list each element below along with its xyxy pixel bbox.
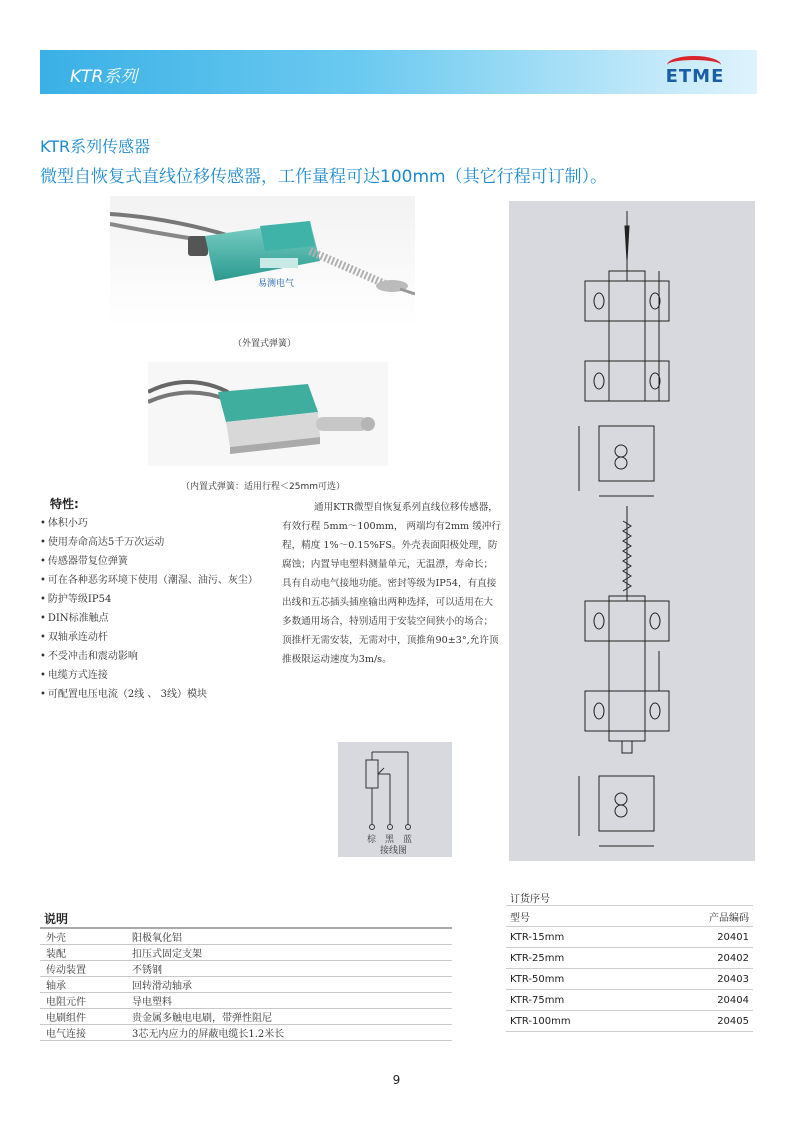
order-model: KTR-75mm — [506, 990, 651, 1011]
spec-key: 电气连接 — [40, 1025, 126, 1041]
product-description: 通用KTR微型自恢复系列直线位移传感器，有效行程 5mm～100mm， 两端均有2mm 缓冲行程，精度 1%～0.15%FS。外壳表面阳极处理，防腐蚀；内置导电塑料测量单元，无温漂，寿命长；具有自动电气接地功能。密封等级为IP54，有直接出线和五芯插头插座输出两种选择，可以适用在大多数通用场合，特别适用于安装空间狭小的场合；顶推杆无需安装，无需对中，顶推角90±3°,允许顶推极限运动速度为3m/s。 — [282, 502, 501, 665]
table-row — [40, 945, 452, 961]
spec-key: 外壳 — [40, 928, 126, 945]
feature-item: • 电缆方式连接 — [40, 666, 270, 685]
order-code: 20402 — [651, 948, 753, 969]
order-model: KTR-25mm — [506, 948, 651, 969]
photo-caption-internal: （内置式弹簧：适用行程＜25mm可选） — [181, 482, 345, 492]
features-title: 特性: — [50, 497, 79, 511]
page-number: 9 — [392, 1073, 401, 1087]
order-code: 20403 — [651, 969, 753, 990]
table-row — [40, 1025, 452, 1041]
spec-key: 电刷组件 — [40, 1009, 126, 1025]
product-photo-internal-spring — [148, 362, 388, 466]
spec-key: 电阻元件 — [40, 993, 126, 1009]
table-row — [40, 977, 452, 993]
spec-key: 轴承 — [40, 977, 126, 993]
etme-logo — [645, 52, 745, 92]
feature-item: • 可在各种恶劣环境下使用（潮湿、油污、灰尘） — [40, 571, 270, 590]
features-list — [40, 514, 270, 704]
specs-title: 说明 — [44, 912, 69, 926]
wire-label-brown: 棕 — [367, 835, 377, 845]
feature-item: • 体积小巧 — [40, 514, 270, 533]
spec-value: 导电塑料 — [126, 993, 452, 1009]
table-row — [40, 993, 452, 1009]
wire-label-blue: 蓝 — [403, 835, 413, 845]
feature-item: • 双轴承连动杆 — [40, 628, 270, 647]
spec-value: 阳极氧化铝 — [126, 928, 452, 945]
feature-item: • 不受冲击和震动影响 — [40, 647, 270, 666]
table-row — [40, 1009, 452, 1025]
table-row — [506, 927, 753, 948]
table-row — [506, 1011, 753, 1032]
header-banner — [40, 50, 757, 94]
feature-item: • 可配置电压电流（2线 、 3线）模块 — [40, 685, 270, 704]
product-photo-external-spring — [110, 196, 415, 326]
order-code: 20401 — [651, 927, 753, 948]
photo-caption-external: （外置式弹簧） — [233, 339, 297, 349]
spec-value: 3芯无内应力的屏蔽电缆长1.2米长 — [126, 1025, 452, 1041]
col-code-header: 产品编码 — [651, 906, 753, 927]
technical-drawing — [509, 201, 755, 861]
wire-label-black: 黑 — [385, 835, 395, 845]
table-row — [40, 961, 452, 977]
page-title: KTR系列传感器 — [40, 137, 151, 156]
order-model: KTR-15mm — [506, 927, 651, 948]
spec-value: 回转滑动轴承 — [126, 977, 452, 993]
table-header-row — [506, 906, 753, 927]
spec-key: 传动装置 — [40, 961, 126, 977]
order-title: 订货序号 — [510, 894, 550, 905]
order-model: KTR-100mm — [506, 1011, 651, 1032]
specs-table — [40, 927, 452, 1041]
series-title: KTR系列 — [70, 67, 138, 87]
feature-item: • 传感器带复位弹簧 — [40, 552, 270, 571]
order-model: KTR-50mm — [506, 969, 651, 990]
logo-text: ETME — [665, 66, 725, 87]
order-code: 20404 — [651, 990, 753, 1011]
wiring-schematic — [338, 742, 452, 857]
wiring-caption: 接线图 — [380, 846, 408, 856]
spec-value: 贵金属多触电电刷，带弹性阻尼 — [126, 1009, 452, 1025]
feature-item: • 防护等级IP54 — [40, 590, 270, 609]
table-row — [506, 969, 753, 990]
page-subtitle: 微型自恢复式直线位移传感器，工作量程可达100mm（其它行程可订制）。 — [40, 167, 608, 187]
order-table — [506, 905, 753, 1032]
col-model-header: 型号 — [506, 906, 651, 927]
order-code: 20405 — [651, 1011, 753, 1032]
spec-value: 不锈钢 — [126, 961, 452, 977]
wiring-diagram — [338, 742, 452, 857]
product-brand-label: 易测电气 — [258, 279, 295, 289]
spec-value: 扣压式固定支架 — [126, 945, 452, 961]
table-row — [40, 928, 452, 945]
table-row — [506, 990, 753, 1011]
spec-key: 装配 — [40, 945, 126, 961]
feature-item: • DIN标准触点 — [40, 609, 270, 628]
feature-item: • 使用寿命高达5千万次运动 — [40, 533, 270, 552]
table-row — [506, 948, 753, 969]
